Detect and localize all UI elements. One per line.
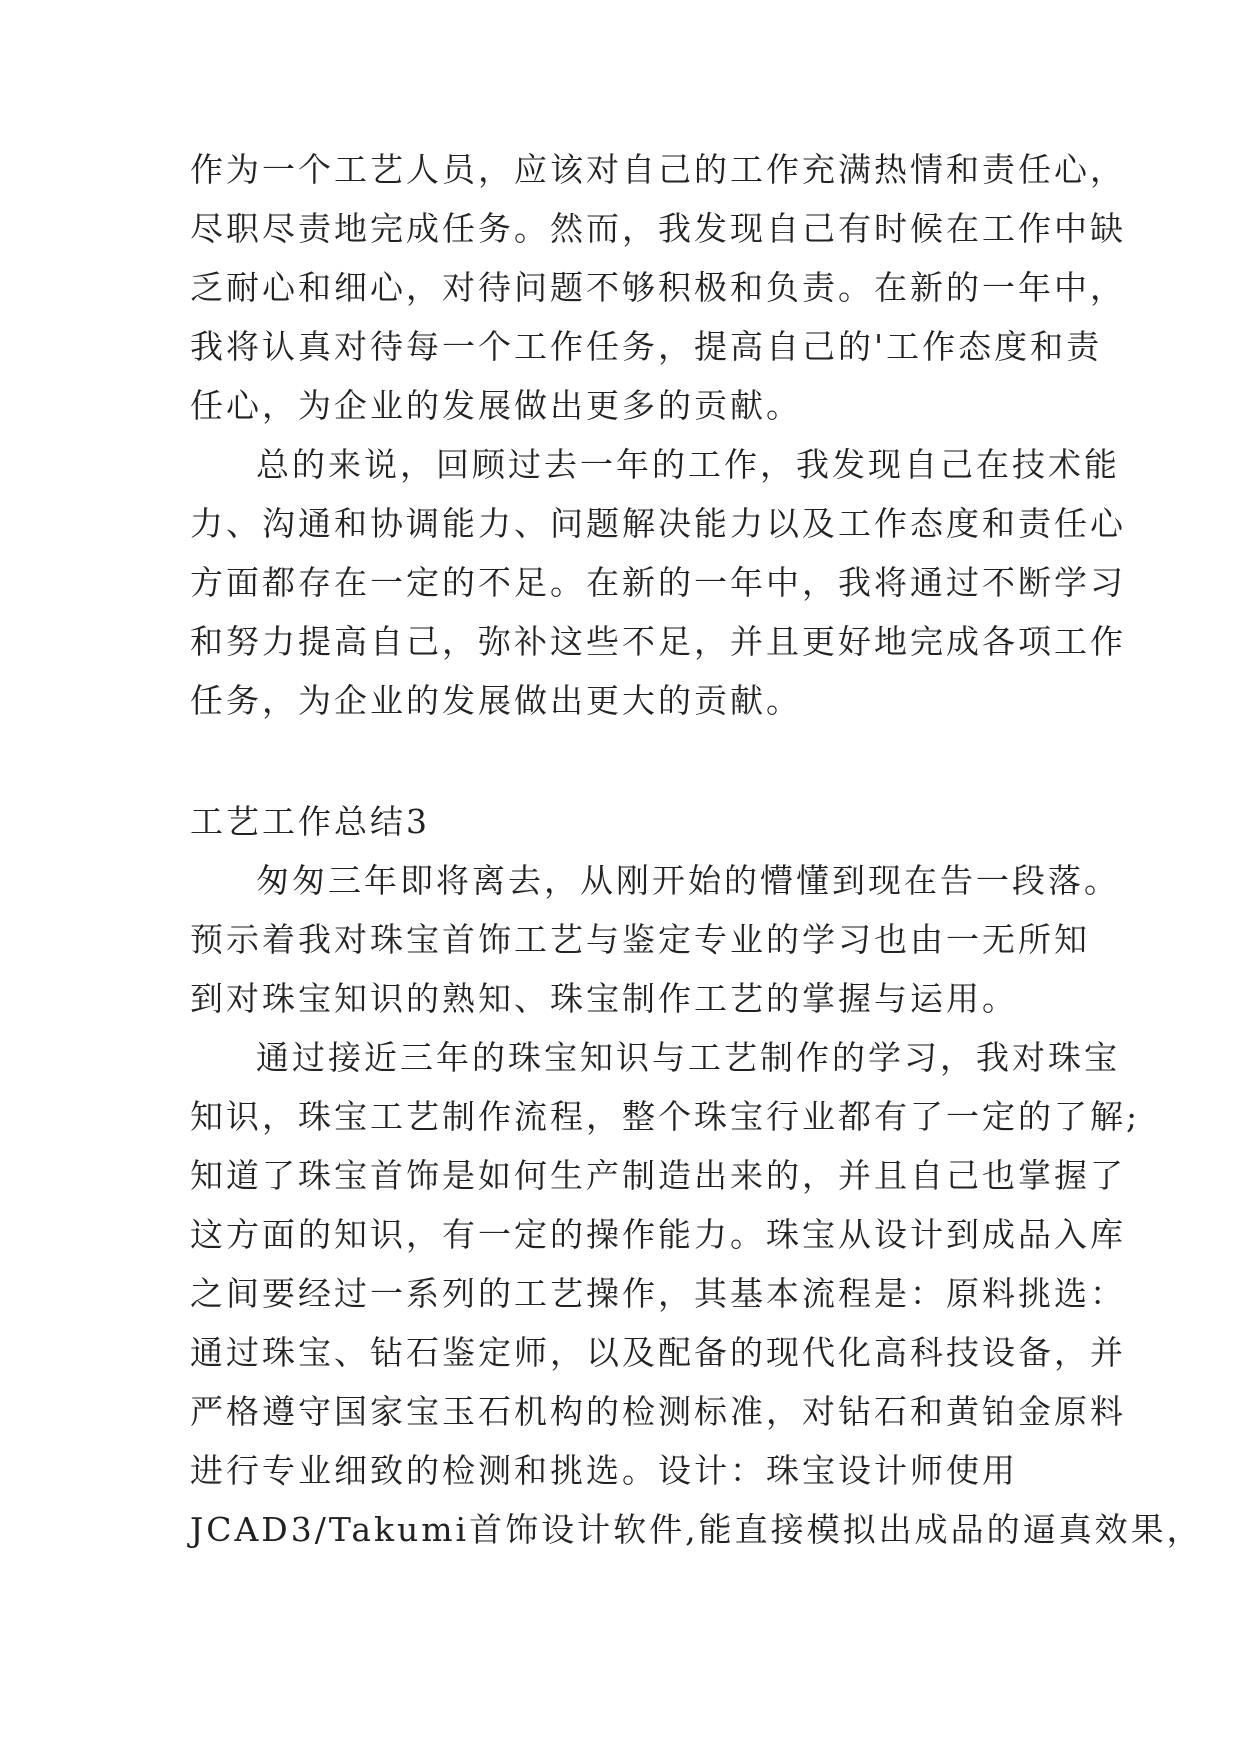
paragraph-line: 之间要经过一系列的工艺操作，其基本流程是：原料挑选： <box>190 1274 1126 1313</box>
paragraph-line: 进行专业细致的检测和挑选。设计：珠宝设计师使用 <box>190 1451 1018 1490</box>
paragraph-line: 知道了珠宝首饰是如何生产制造出来的，并且自己也掌握了 <box>190 1156 1126 1195</box>
paragraph-1 <box>190 140 1126 435</box>
paragraph-line: 我将认真对待每一个工作任务，提高自己的'工作态度和责 <box>190 327 1103 366</box>
paragraph-line: 尽职尽责地完成任务。然而，我发现自己有时候在工作中缺 <box>190 209 1126 248</box>
paragraph-line: 乏耐心和细心，对待问题不够积极和负责。在新的一年中， <box>190 268 1126 307</box>
paragraph-4 <box>190 1028 1203 1559</box>
paragraph-line: 和努力提高自己，弥补这些不足，并且更好地完成各项工作 <box>190 622 1126 661</box>
paragraph-line: 这方面的知识，有一定的操作能力。珠宝从设计到成品入库 <box>190 1215 1126 1254</box>
paragraph-2 <box>190 435 1126 730</box>
document-body <box>190 140 1203 1559</box>
section-heading: 工艺工作总结3 <box>190 802 430 841</box>
paragraph-line: 预示着我对珠宝首饰工艺与鉴定专业的学习也由一无所知 <box>190 920 1090 959</box>
paragraph-line: 通过珠宝、钻石鉴定师，以及配备的现代化高科技设备，并 <box>190 1333 1126 1372</box>
paragraph-line: 通过接近三年的珠宝知识与工艺制作的学习，我对珠宝 <box>256 1038 1120 1077</box>
paragraph-line: 作为一个工艺人员，应该对自己的工作充满热情和责任心， <box>190 150 1126 189</box>
paragraph-line: 力、沟通和协调能力、问题解决能力以及工作态度和责任心 <box>190 504 1126 543</box>
paragraph-line: 严格遵守国家宝玉石机构的检测标准，对钻石和黄铂金原料 <box>190 1392 1126 1431</box>
paragraph-line: 方面都存在一定的不足。在新的一年中，我将通过不断学习 <box>190 563 1126 602</box>
paragraph-3 <box>190 851 1120 1028</box>
paragraph-line: 匆匆三年即将离去，从刚开始的懵懂到现在告一段落。 <box>256 861 1120 900</box>
paragraph-line: 总的来说，回顾过去一年的工作，我发现自己在技术能 <box>256 445 1120 484</box>
paragraph-line: 任务，为企业的发展做出更大的贡献。 <box>190 681 802 720</box>
paragraph-line: 知识，珠宝工艺制作流程，整个珠宝行业都有了一定的了解; <box>190 1097 1141 1136</box>
paragraph-line: 任心，为企业的发展做出更多的贡献。 <box>190 386 802 425</box>
section-spacer <box>190 730 1070 792</box>
paragraph-line: 到对珠宝知识的熟知、珠宝制作工艺的掌握与运用。 <box>190 979 1018 1018</box>
paragraph-line: JCAD3/Takumi首饰设计软件,能直接模拟出成品的逼真效果， <box>190 1510 1203 1549</box>
